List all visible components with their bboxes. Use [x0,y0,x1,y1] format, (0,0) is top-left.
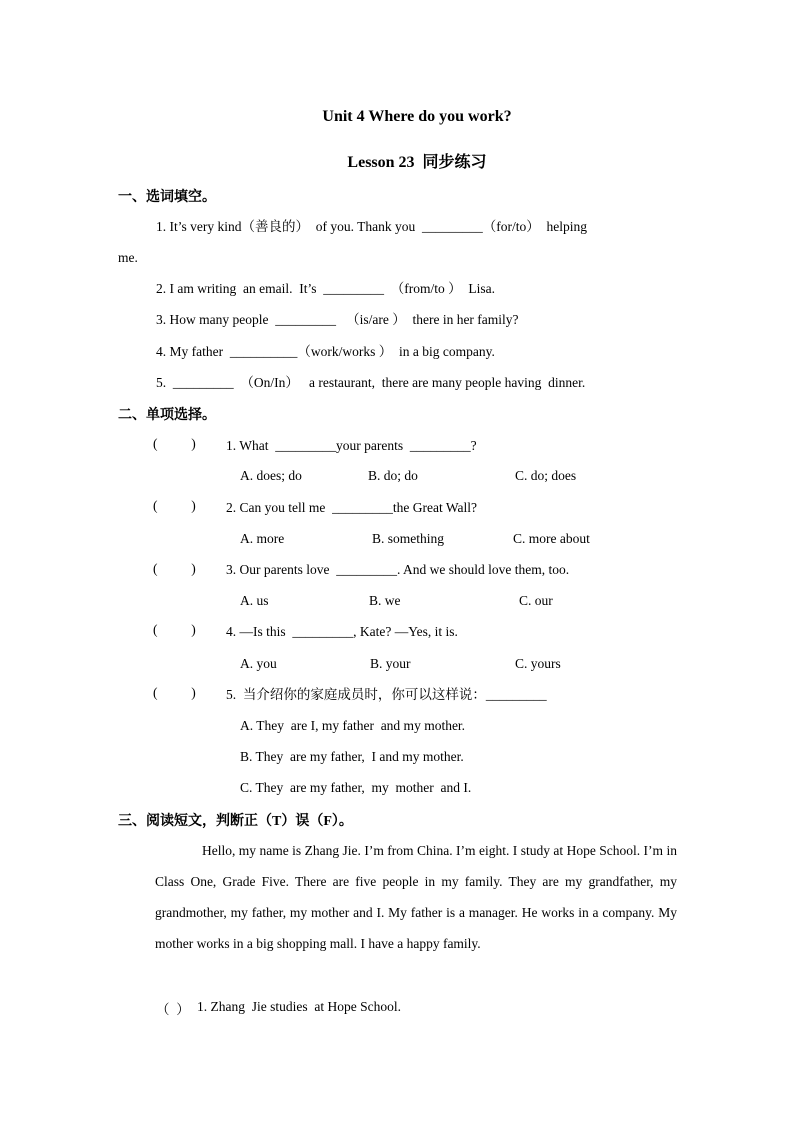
section-heading-reading: 三、阅读短文，判断正（T）误（F）。 [118,814,353,829]
reading-passage: Hello, my name is Zhang Jie. I’m from China. I’m eight. I study at Hope School. I’m in Class One, Grade Five. There are five people in my family. They are my grandfather, my grandmother, my father, my mother and I. My father is a manager. He works in a company. My mother works in a big shopping mall. I have a happy family. [155,843,677,951]
question-5-option-c: C. They are my father, my mother and I. [240,780,472,795]
question-4-option-a: A. you [240,656,277,671]
question-3-option-c: C. our [519,593,553,608]
question-3-option-a: A. us [240,593,269,608]
question-2-option-c: C. more about [513,531,590,546]
fill-in-item-5: 5. _________ （On/In） a restaurant, there are many people having dinner. [156,375,586,390]
question-2-option-a: A. more [240,531,285,546]
question-1: 1. What _________your parents _________? [226,438,477,453]
fill-in-item-3: 3. How many people _________ （is/are ） there in her family? [156,312,519,327]
question-5-option-a: A. They are I, my father and my mother. [240,718,466,733]
question-4: 4. —Is this _________, Kate? —Yes, it is. [226,624,458,639]
fill-in-item-2: 2. I am writing an email. It’s _________ （from/to ） Lisa. [156,281,495,296]
question-3: 3. Our parents love _________. And we should love them, too. [226,562,570,577]
question-1-option-c: C. do; does [515,468,577,483]
answer-paren-1: ( ) [153,436,196,451]
question-2: 2. Can you tell me _________the Great Wall? [226,500,477,515]
answer-paren-3: ( ) [153,561,196,576]
judge-paren-1: （ ） [156,1002,190,1017]
question-1-option-a: A. does; do [240,468,302,483]
question-4-option-b: B. your [370,656,411,671]
section-heading-fill-in: 一、选词填空。 [118,190,216,205]
answer-paren-4: ( ) [153,622,196,637]
question-3-option-b: B. we [369,593,401,608]
question-5: 5. 当介绍你的家庭成员时，你可以这样说：_________ [226,687,547,702]
answer-paren-2: ( ) [153,498,196,513]
question-1-option-b: B. do; do [368,468,418,483]
answer-paren-5: ( ) [153,685,196,700]
question-4-option-c: C. yours [515,656,561,671]
fill-in-item-4: 4. My father __________（work/works ） in a big company. [156,344,495,359]
fill-in-item-1-line2: me. [118,250,138,265]
question-5-option-b: B. They are my father, I and my mother. [240,749,464,764]
question-2-option-b: B. something [372,531,445,546]
fill-in-item-1-line1: 1. It’s very kind（善良的） of you. Thank you _________（for/to） helping [156,219,587,234]
page-title: Unit 4 Where do you work? [322,108,512,125]
page-subtitle: Lesson 23 同步练习 [347,154,487,171]
judge-item-1: 1. Zhang Jie studies at Hope School. [197,999,401,1014]
section-heading-multiple-choice: 二、单项选择。 [118,408,216,423]
